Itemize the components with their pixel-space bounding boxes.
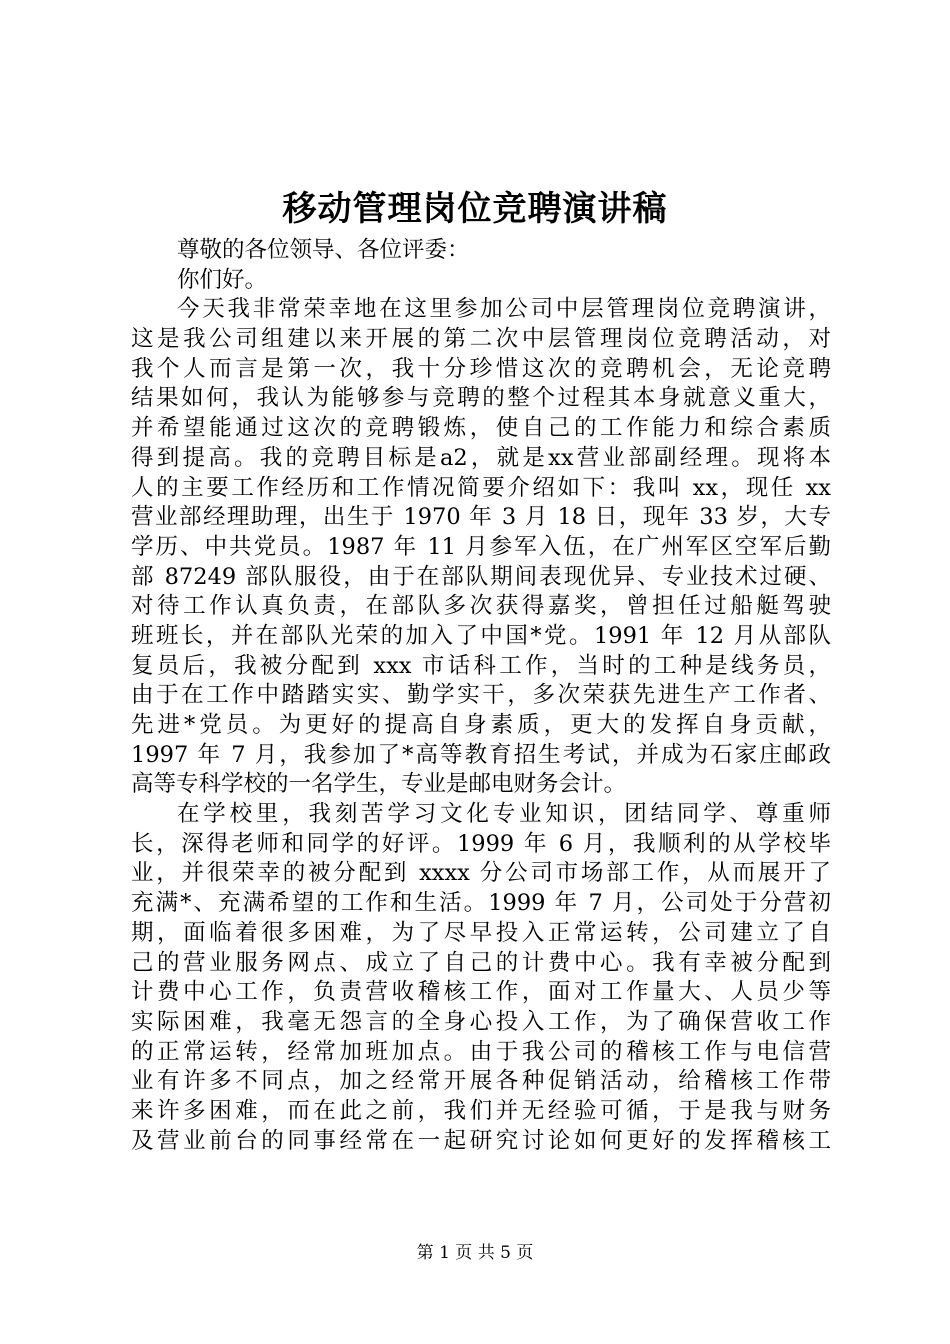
text-line: 你们好。 (177, 266, 268, 293)
text-line: 由于在工作中踏踏实实、勤学实干，多次荣获先进生产工作者、 (131, 682, 831, 709)
text-line: 期，面临着很多困难，为了尽早投入正常运转，公司建立了自 (131, 919, 831, 946)
text-line: 充满*、充满希望的工作和生活。1999 年 7 月，公司处于分营初 (131, 890, 831, 917)
page-footer: 第 1 页 共 5 页 (416, 1243, 534, 1263)
text-line: 对待工作认真负责，在部队多次获得嘉奖，曾担任过船艇驾驶 (131, 593, 831, 620)
text-line: 长，深得老师和同学的好评。1999 年 6 月，我顺利的从学校毕 (131, 830, 831, 857)
text-line: 来许多困难，而在此之前，我们并无经验可循，于是我与财务 (131, 1097, 831, 1124)
text-line: 1997 年 7 月，我参加了*高等教育招生考试，并成为石家庄邮政 (131, 741, 831, 768)
text-line: 业，并很荣幸的被分配到 xxxx 分公司市场部工作，从而展开了 (131, 860, 831, 887)
text-line: 的正常运转，经常加班加点。由于我公司的稽核工作与电信营 (131, 1038, 831, 1065)
text-line: 学历、中共党员。1987 年 11 月参军入伍，在广州军区空军后勤 (131, 533, 831, 560)
text-line: 业有许多不同点，加之经常开展各种促销活动，给稽核工作带 (131, 1068, 831, 1095)
document-title: 移动管理岗位竞聘演讲稿 (282, 189, 668, 229)
text-line: 我个人而言是第一次，我十分珍惜这次的竞聘机会，无论竞聘 (131, 355, 831, 382)
text-line: 在学校里，我刻苦学习文化专业知识，团结同学、尊重师 (177, 801, 831, 828)
text-line: 部 87249 部队服役，由于在部队期间表现优异、专业技术过硬、 (131, 563, 831, 590)
text-line: 高等专科学校的一名学生，专业是邮电财务会计。 (131, 771, 627, 798)
text-line: 结果如何，我认为能够参与竞聘的整个过程其本身就意义重大， (131, 385, 831, 412)
text-line: 实际困难，我毫无怨言的全身心投入工作，为了确保营收工作 (131, 1008, 831, 1035)
text-line: 得到提高。我的竞聘目标是a2，就是xx营业部副经理。现将本 (131, 444, 831, 471)
text-line: 己的营业服务网点、成立了自己的计费中心。我有幸被分配到 (131, 949, 831, 976)
text-line: 尊敬的各位领导、各位评委： (177, 237, 470, 263)
text-line: 人的主要工作经历和工作情况简要介绍如下：我叫 xx，现任 xx (131, 474, 831, 501)
text-line: 这是我公司组建以来开展的第二次中层管理岗位竞聘活动，对 (131, 326, 831, 353)
text-line: 复员后，我被分配到 xxx 市话科工作，当时的工种是线务员， (131, 652, 831, 679)
text-line: 并希望能通过这次的竞聘锻炼，使自己的工作能力和综合素质 (131, 415, 831, 442)
text-line: 班班长，并在部队光荣的加入了中国*党。1991 年 12 月从部队 (131, 622, 831, 649)
document-body (131, 236, 831, 1156)
text-line: 及营业前台的同事经常在一起研究讨论如何更好的发挥稽核工 (131, 1127, 831, 1154)
text-line: 先进*党员。为更好的提高自身素质，更大的发挥自身贡献， (131, 712, 831, 738)
text-line: 营业部经理助理，出生于 1970 年 3 月 18 日，现年 33 岁，大专 (131, 504, 831, 531)
text-line: 今天我非常荣幸地在这里参加公司中层管理岗位竞聘演讲， (177, 296, 831, 323)
text-line: 计费中心工作，负责营收稽核工作，面对工作量大、人员少等 (131, 979, 831, 1006)
